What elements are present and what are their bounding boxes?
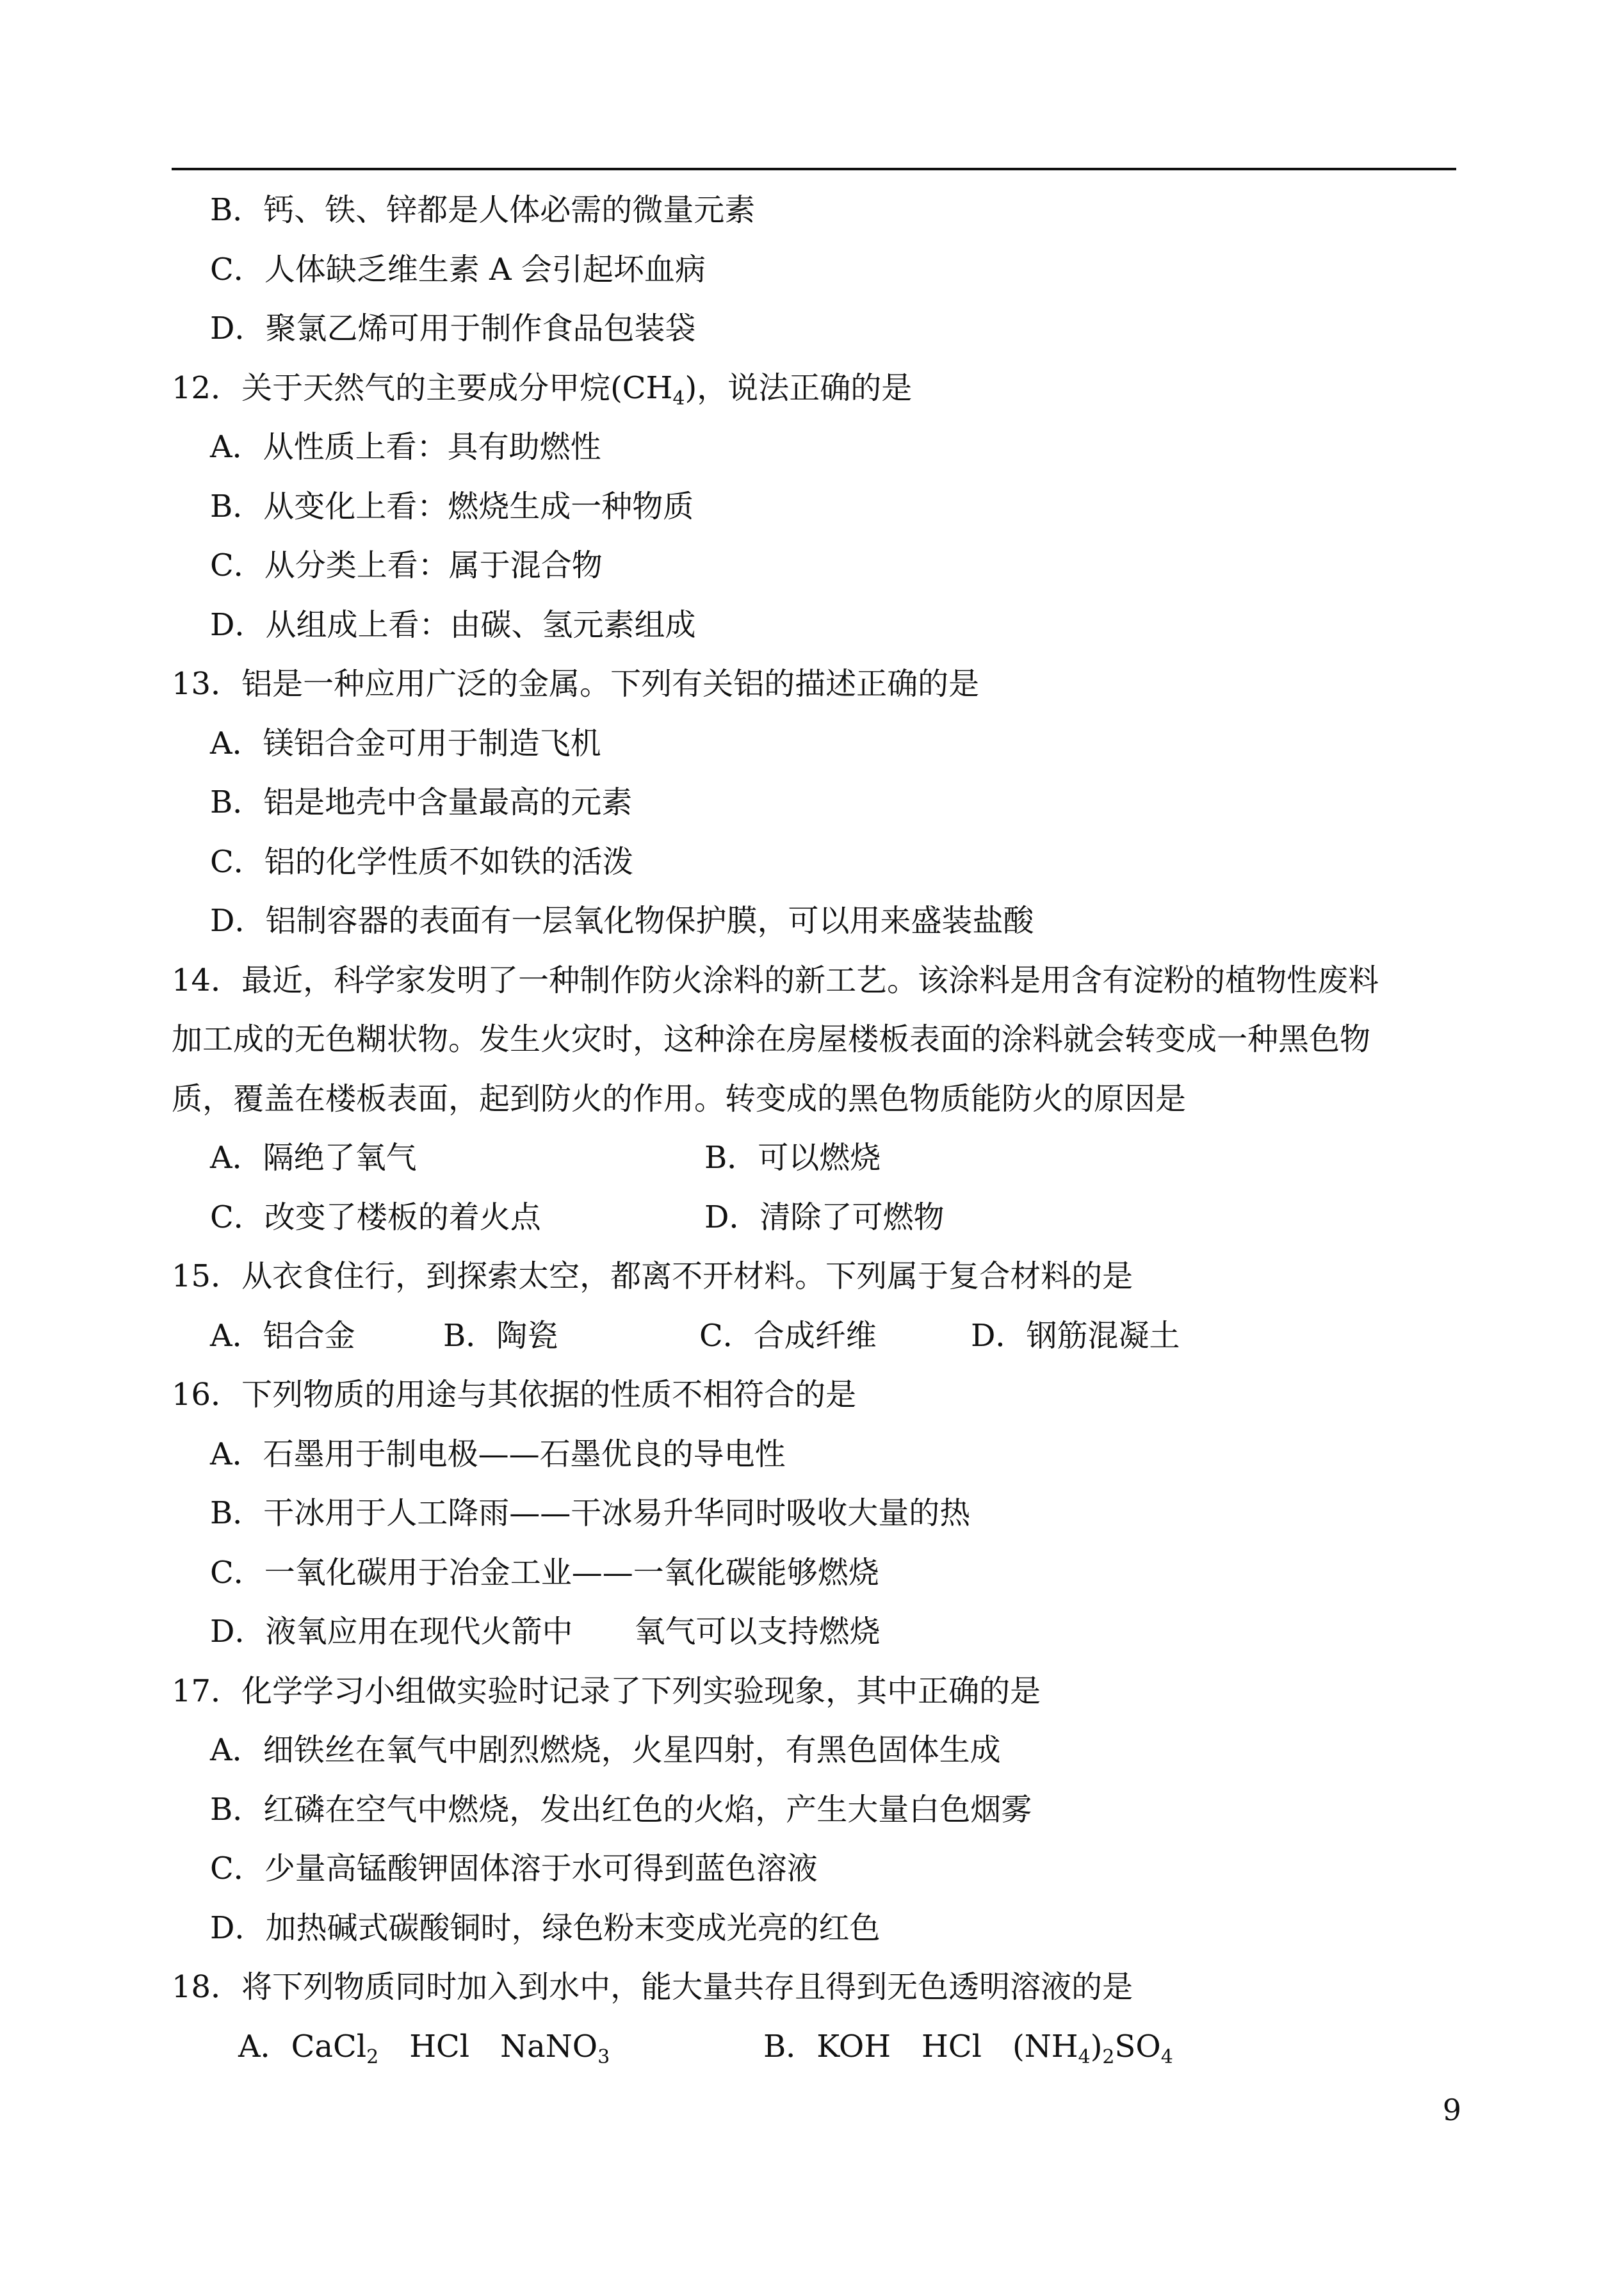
q18-b-mid: ) <box>1090 2028 1103 2064</box>
q13-stem: 13．铝是一种应用广泛的金属。下列有关铝的描述正确的是 <box>172 666 980 702</box>
q14-stem-line-1: 14．最近，科学家发明了一种制作防火涂料的新工艺。该涂料是用含有淀粉的植物性废料 <box>172 962 1379 998</box>
q16-option-c: C．一氧化碳用于冶金工业——一氧化碳能够燃烧 <box>210 1554 879 1591</box>
q14-option-d: D．清除了可燃物 <box>704 1199 945 1235</box>
q13-option-a: A．镁铝合金可用于制造飞机 <box>210 725 601 761</box>
q18-option-a <box>238 2017 763 2077</box>
q18-stem: 18．将下列物质同时加入到水中，能大量共存且得到无色透明溶液的是 <box>172 1969 1133 2005</box>
q13-option-b: B．铝是地壳中含量最高的元素 <box>210 784 633 820</box>
q12-stem-subscript: 4 <box>672 387 685 410</box>
q14-option-c: C．改变了楼板的着火点 <box>210 1199 541 1235</box>
q15-option-c: C．合成纤维 <box>699 1317 877 1354</box>
q17-option-a: A．细铁丝在氧气中剧烈燃烧，火星四射，有黑色固体生成 <box>210 1732 1001 1768</box>
q15-option-d: D．钢筋混凝土 <box>971 1317 1180 1354</box>
q14-stem-line-3: 质，覆盖在楼板表面，起到防火的作用。转变成的黑色物质能防火的原因是 <box>172 1080 1187 1117</box>
q11-option-b: B．钙、铁、锌都是人体必需的微量元素 <box>210 192 756 228</box>
q13-option-d: D．铝制容器的表面有一层氧化物保护膜，可以用来盛装盐酸 <box>210 903 1034 939</box>
q16-option-a: A．石墨用于制电极——石墨优良的导电性 <box>210 1436 786 1472</box>
q18-options-row <box>172 2017 1456 2077</box>
q18-b-post: SO <box>1114 2028 1161 2064</box>
question-list <box>172 181 1456 2076</box>
q14-option-b: B．可以燃烧 <box>704 1140 881 1176</box>
q14-option-a: A．隔绝了氧气 <box>210 1140 417 1176</box>
q18-b-pre: B．KOH HCl (NH <box>763 2028 1078 2064</box>
header-rule <box>172 168 1456 170</box>
q17-option-d: D．加热碱式碳酸铜时，绿色粉末变成光亮的红色 <box>210 1910 881 1946</box>
q14-stem-line-2: 加工成的无色糊状物。发生火灾时，这种涂在房屋楼板表面的涂料就会转变成一种黑色物 <box>172 1021 1371 1057</box>
q16-option-d: D．液氧应用在现代火箭中 氧气可以支持燃烧 <box>210 1614 881 1650</box>
q16-stem: 16．下列物质的用途与其依据的性质不相符合的是 <box>172 1377 857 1413</box>
q12-option-c: C．从分类上看：属于混合物 <box>210 547 603 583</box>
q17-option-c: C．少量高锰酸钾固体溶于水可得到蓝色溶液 <box>210 1851 818 1886</box>
q18-a-pre: A．CaCl <box>238 2028 367 2064</box>
q16-option-b: B．干冰用于人工降雨——干冰易升华同时吸收大量的热 <box>210 1495 971 1531</box>
q18-b-sub-2: 2 <box>1102 2045 1115 2068</box>
q13-option-c: C．铝的化学性质不如铁的活泼 <box>210 843 633 880</box>
q12-stem <box>172 359 1456 418</box>
q18-a-sub-2: 3 <box>597 2045 610 2068</box>
q11-option-c: C．人体缺乏维生素 A 会引起坏血病 <box>210 251 706 288</box>
q18-b-sub-3: 4 <box>1160 2045 1173 2068</box>
q14-options-row-1 <box>172 1128 1456 1188</box>
q18-b-sub-1: 4 <box>1078 2045 1091 2068</box>
q15-options-row <box>172 1306 1456 1366</box>
q18-option-b <box>763 2017 1173 2077</box>
q15-stem: 15．从衣食住行，到探索太空，都离不开材料。下列属于复合材料的是 <box>172 1258 1133 1294</box>
page-number: 9 <box>1442 2093 1461 2127</box>
q15-option-a: A．铝合金 <box>210 1317 355 1354</box>
q12-option-b: B．从变化上看：燃烧生成一种物质 <box>210 488 694 524</box>
q12-option-d: D．从组成上看：由碳、氢元素组成 <box>210 606 696 643</box>
q12-stem-post: )，说法正确的是 <box>685 369 913 406</box>
q18-a-sub-1: 2 <box>366 2045 379 2068</box>
q15-option-b: B．陶瓷 <box>443 1317 558 1354</box>
q17-option-b: B．红磷在空气中燃烧，发出红色的火焰，产生大量白色烟雾 <box>210 1791 1032 1828</box>
q12-option-a: A．从性质上看：具有助燃性 <box>210 429 601 465</box>
q17-stem: 17．化学学习小组做实验时记录了下列实验现象，其中正确的是 <box>172 1673 1041 1709</box>
q18-a-mid: HCl NaNO <box>378 2028 598 2064</box>
q12-stem-pre: 12．关于天然气的主要成分甲烷(CH <box>172 369 673 406</box>
q14-options-row-2 <box>172 1188 1456 1247</box>
q11-option-d: D．聚氯乙烯可用于制作食品包装袋 <box>210 311 696 346</box>
